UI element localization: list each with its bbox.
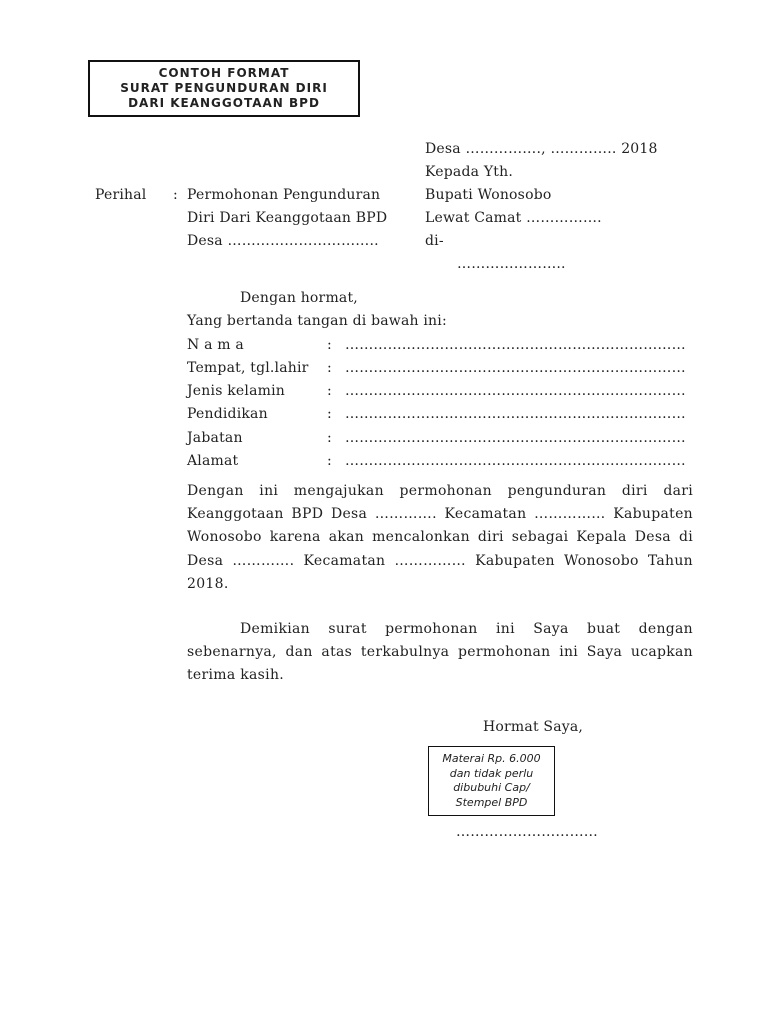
revenue-stamp-box — [428, 746, 555, 816]
field-label-alamat: Alamat — [187, 453, 239, 469]
intro-line: Yang bertanda tangan di bawah ini: — [187, 313, 447, 329]
field-dots-tempat-tgl-lahir: ……………………………………………………………… — [345, 360, 686, 376]
greeting: Dengan hormat, — [240, 290, 358, 306]
stamp-line-2: dan tidak perlu — [449, 766, 534, 780]
title-line-2: SURAT PENGUNDURAN DIRI — [120, 81, 328, 95]
field-dots-jenis-kelamin: ……………………………………………………………… — [345, 383, 686, 399]
title-line-1: CONTOH FORMAT — [158, 66, 290, 80]
closing-salutation: Hormat Saya, — [483, 719, 584, 735]
field-colon: : — [327, 453, 332, 469]
request-paragraph: Dengan ini mengajukan permohonan pengunduran diri dari Keanggotaan BPD Desa …………. Kecamatan …………… Kabupaten Wonosobo karena akan mencalonkan diri sebagai Kepala Desa di Desa …………. Kecamatan …………… Kabupaten Wonosobo Tahun 2018. — [187, 483, 693, 592]
field-label-jabatan: Jabatan — [187, 430, 243, 446]
field-colon: : — [327, 383, 332, 399]
recipient-line-3: Lewat Camat ……………. — [425, 210, 602, 226]
perihal-line-1: Permohonan Pengunduran — [187, 187, 381, 203]
field-colon: : — [327, 360, 332, 376]
recipient-line-4: di- — [425, 233, 444, 249]
perihal-line-2: Diri Dari Keanggotaan BPD — [187, 210, 388, 226]
field-colon: : — [327, 430, 332, 446]
field-colon: : — [327, 337, 332, 353]
signature-name-line: ………………………… — [456, 824, 598, 840]
field-dots-jabatan: ……………………………………………………………… — [345, 430, 686, 446]
closing-paragraph: Demikian surat permohonan ini Saya buat dengan sebenarnya, dan atas terkabulnya permohonan ini Saya ucapkan terima kasih. — [187, 621, 693, 684]
field-dots-nama: ……………………………………………………………… — [345, 337, 686, 353]
perihal-colon: : — [173, 187, 178, 203]
stamp-line-1: Materai Rp. 6.000 — [442, 752, 541, 765]
field-label-nama: N a m a — [187, 337, 244, 353]
field-label-jenis-kelamin: Jenis kelamin — [187, 383, 285, 399]
stamp-line-3: dibubuhi Cap/ — [453, 781, 530, 794]
field-label-tempat-tgl-lahir: Tempat, tgl.lahir — [187, 360, 309, 376]
field-dots-alamat: ……………………………………………………………… — [345, 453, 686, 469]
document-title-box — [88, 60, 360, 117]
recipient-line-2: Bupati Wonosobo — [425, 187, 552, 203]
field-label-pendidikan: Pendidikan — [187, 406, 268, 422]
field-dots-pendidikan: ……………………………………………………………… — [345, 406, 686, 422]
field-colon: : — [327, 406, 332, 422]
perihal-line-3: Desa ………………………….. — [187, 233, 379, 249]
recipient-line-5: ………………….. — [457, 256, 566, 272]
title-line-3: DARI KEANGGOTAAN BPD — [128, 96, 320, 110]
date-line: Desa ……………., ………….. 2018 — [425, 141, 658, 157]
stamp-line-4: Stempel BPD — [455, 795, 528, 809]
recipient-line-1: Kepada Yth. — [425, 164, 513, 180]
perihal-label: Perihal — [95, 187, 147, 203]
